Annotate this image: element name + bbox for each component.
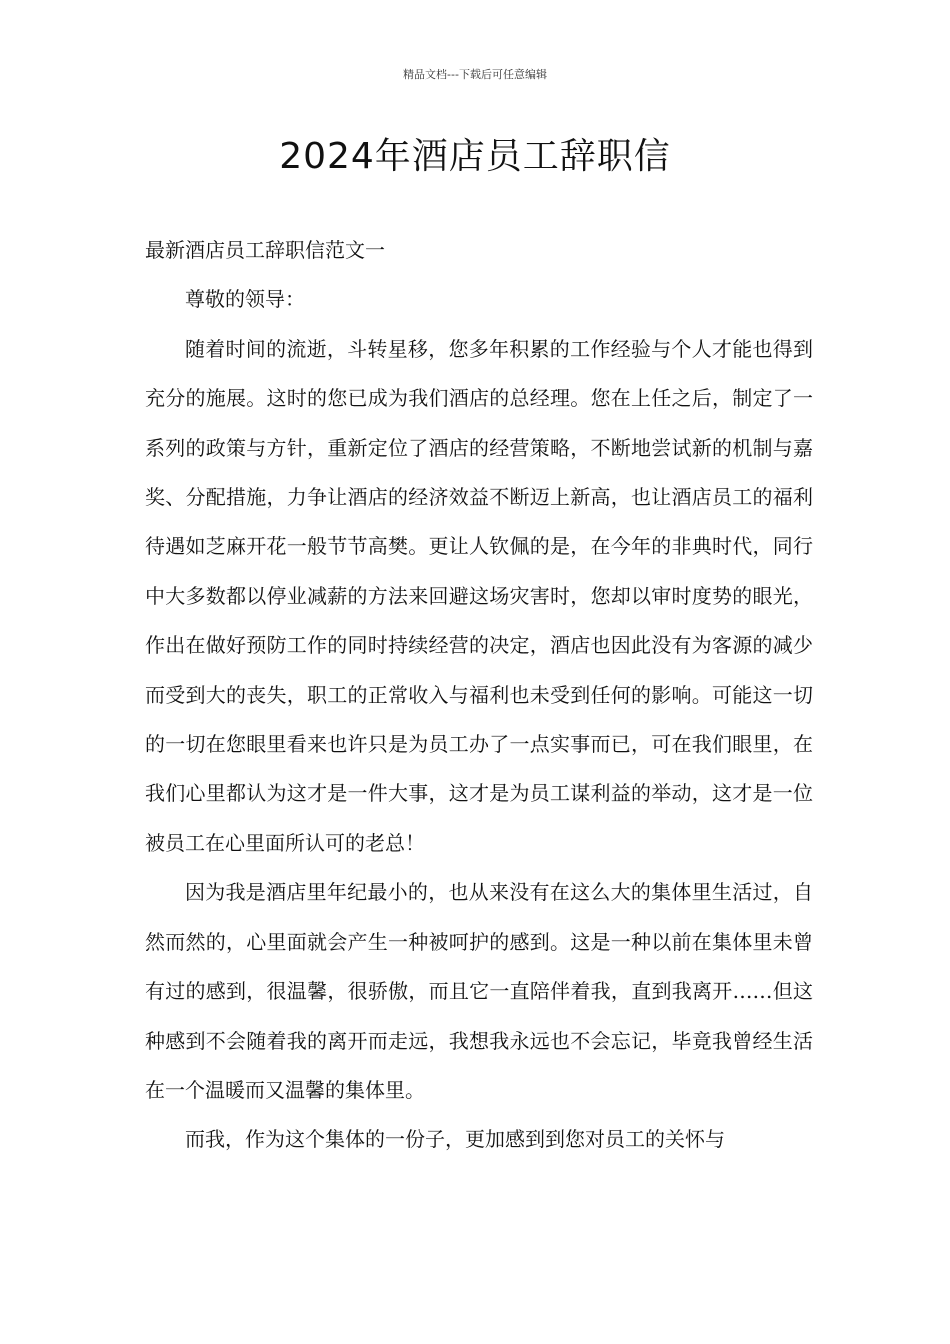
paragraph-3: 而我，作为这个集体的一份子，更加感到到您对员工的关怀与 [185, 1127, 725, 1152]
paragraph-1: 随着时间的流逝，斗转星移，您多年积累的工作经验与个人才能也得到充分的施展。这时的您已成为我们酒店的总经理。您在上任之后，制定了一系列的政策与方针，重新定位了酒店的经营策略，不断地尝试新的机制与嘉奖、分配措施，力争让酒店的经济效益不断迈上新高，也让酒店员工的福利待遇如芝麻开花一般节节高樊。更让人钦佩的是，在今年的非典时代，同行中大多数都以停业减薪的方法来回避这场灾害时，您却以审时度势的眼光，作出在做好预防工作的同时持续经营的决定，酒店也因此没有为客源的减少而受到大的丧失，职工的正常收入与福利也未受到任何的影响。可能这一切的一切在您眼里看来也许只是为员工办了一点实事而已，可在我们眼里，在我们心里都认为这才是一件大事，这才是为员工谋利益的举动，这才是一位被员工在心里面所认可的老总！ [145, 336, 813, 855]
paragraph-2: 因为我是酒店里年纪最小的，也从来没有在这么大的集体里生活过，自然而然的，心里面就会产生一种被呵护的感到。这是一种以前在集体里未曾有过的感到，很温馨，很骄傲，而且它一直陪伴着我，直到我离开……但这种感到不会随着我的离开而走远，我想我永远也不会忘记，毕竟我曾经生活在一个温暖而又温馨的集体里。 [145, 880, 813, 1102]
salutation: 尊敬的领导： [185, 287, 305, 312]
document-title: 2024年酒店员工辞职信 [279, 136, 671, 177]
document-subtitle: 最新酒店员工辞职信范文一 [145, 238, 385, 262]
document-body [145, 226, 813, 1165]
header-note: 精品文档---下载后可任意编辑 [403, 68, 547, 81]
